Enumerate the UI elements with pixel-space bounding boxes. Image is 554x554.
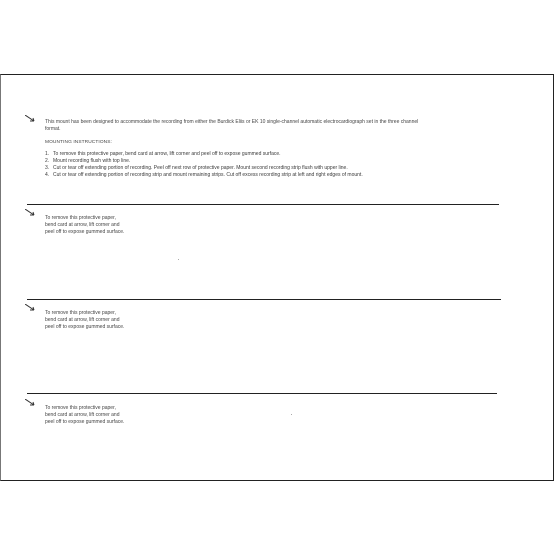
corner-arrow-icon[interactable] (25, 115, 35, 123)
strip-instructions (45, 310, 165, 332)
strip-top-line (27, 204, 499, 205)
step-text: To remove this protective paper, bend card at arrow, lift corner and peel off to expose gummed surface. (53, 151, 281, 157)
strip-instructions (45, 215, 165, 237)
strip-instructions (45, 405, 165, 427)
step-text: Cut or tear off extending portion of recording strip and mount remaining strips. Cut off excess recording strip at left and right edges of mount. (53, 172, 363, 178)
intro-text: This mount has been designed to accommodate the recording from either the Burdick Eliis or EK 10 single-channel automatic electrocardiograph set in the three channel format. (45, 119, 419, 132)
step-text: Cut or tear off extending portion of recording. Peel off next row of protective paper. Mount second recording strip flush with upper line. (53, 165, 348, 171)
corner-arrow-icon[interactable] (25, 304, 35, 312)
strip-line: To remove this protective paper, (45, 215, 116, 221)
strip-line: bend card at arrow, lift corner and (45, 317, 120, 324)
strip-line: peel off to expose gummed surface. (45, 324, 125, 331)
instruction-step (45, 165, 385, 172)
instructions-list (45, 151, 385, 179)
step-number: 3. (45, 165, 50, 171)
strip-line: bend card at arrow, lift corner and (45, 222, 120, 229)
step-number: 4. (45, 172, 50, 178)
instruction-step (45, 151, 385, 158)
corner-arrow-icon[interactable] (25, 399, 35, 407)
strip-line: To remove this protective paper, (45, 310, 116, 316)
instruction-step (45, 172, 385, 179)
step-number: 2. (45, 158, 50, 164)
step-number: 1. (45, 151, 50, 157)
mounting-card (0, 74, 554, 481)
speck (178, 259, 179, 260)
strip-top-line (27, 393, 497, 394)
strip-line: peel off to expose gummed surface. (45, 229, 125, 236)
corner-arrow-icon[interactable] (25, 209, 35, 217)
strip-top-line (27, 299, 501, 300)
speck (291, 414, 292, 415)
step-text: Mount recording flush with top line. (53, 158, 131, 164)
strip-line: bend card at arrow, lift corner and (45, 412, 120, 419)
instruction-step (45, 158, 385, 165)
strip-line: peel off to expose gummed surface. (45, 419, 125, 426)
instructions-heading: MOUNTING INSTRUCTIONS: (45, 140, 112, 145)
strip-line: To remove this protective paper, (45, 405, 116, 411)
